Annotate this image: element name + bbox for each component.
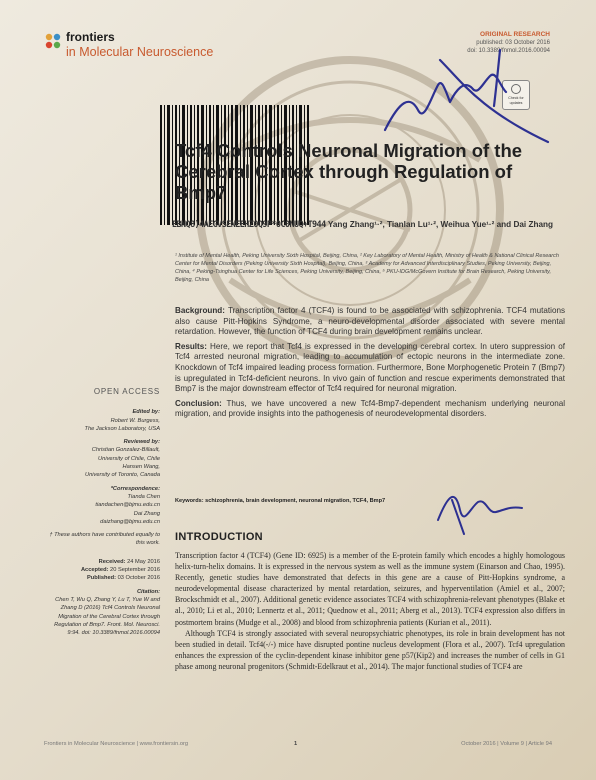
journal-brand: frontiers xyxy=(66,30,115,44)
edited-by-label: Edited by: xyxy=(132,409,160,416)
accepted-date xyxy=(44,566,160,574)
reviewer-name: Christian Gonzalez-Billault, xyxy=(91,447,160,454)
affiliations: ¹ Institute of Mental Health, Peking University Sixth Hospital, Beijing, China, ² Key Laboratory of Mental Health, Ministry of Health & National Clinical Research Center for Mental Disorders (Peking University Sixth Hospital), Beijing, China, ³ Academy for Advanced Interdisciplinary Studies, Peking University, Beijing, China, ⁴ Peking-Tsinghua Center for Life Sciences, Peking University, Beijing, China, ⁵ PKU-IDG/McGovern Institute for Brain Research, Peking University, Beijing, China xyxy=(175,253,559,283)
citation-label: Citation: xyxy=(136,588,160,595)
background-label: Background: xyxy=(175,306,225,315)
keywords: Keywords: schizophrenia, brain development, neuronal migration, TCF4, Bmp7 xyxy=(175,498,386,504)
background-text: Transcription factor 4 (TCF4) is found to be associated with schizophrenia. TCF4 mutations also cause Pitt-Hopkins Syndrome, a neuro-developmental disorder associated with severe mental retardation. However, the function of TCF4 during brain development remains unclear. xyxy=(175,306,565,337)
footer-issue: October 2016 | Volume 9 | Article 94 xyxy=(461,741,552,747)
reviewer-affiliation: University of Toronto, Canada xyxy=(84,472,160,479)
article-title: Tcf4 Controls Neuronal Migration of the Cerebral Cortex through Regulation of Bmp7 xyxy=(175,140,523,203)
correspondent-name: Dai Zhang xyxy=(133,510,160,517)
correspondent-email[interactable]: daizhang@bjmu.edu.cn xyxy=(100,518,160,525)
introduction-body xyxy=(175,550,565,672)
abstract-background xyxy=(175,306,565,338)
correspondence-label: *Correspondence: xyxy=(110,485,160,492)
editor-name: Robert W. Burgess, xyxy=(110,417,160,424)
accepted-value: 20 September 2016 xyxy=(110,567,160,574)
reviewer-name: Hansen Wang, xyxy=(122,464,160,471)
introduction-heading: INTRODUCTION xyxy=(175,531,263,543)
journal-name: in Molecular Neuroscience xyxy=(66,45,214,59)
conclusion-text: Thus, we have uncovered a new Tcf4-Bmp7-dependent mechanism underlying neuronal migration, and provide insights into the pathogenesis of neurodevelopmental disorders. xyxy=(175,398,566,419)
article-type: ORIGINAL RESEARCH xyxy=(480,31,550,38)
frontiers-logo-icon xyxy=(44,32,62,50)
results-text: Here, we report that Tcf4 is expressed in the developing cerebral cortex. In utero suppression of Tcf4 arrested neuronal migration, leading to accumulation of ectopic neurons in the intermediate zone. Knockdown of Tcf4 impaired leading process formation. Furthermore, Bone Morphogenetic Protein 7 (Bmp7) is upregulated in Tcf4-deficient neurons. In vivo gain of function and rescue experiments demonstrated that Bmp7 is the major downstream effector of Tcf4 required for neuronal migration. xyxy=(175,341,565,394)
intro-paragraph: Although TCF4 is strongly associated with several neuropsychiatric phenotypes, its role in brain development has not been studied in detail. Tcf4(-/-) mice have disrupted pontine nucleus development (Flora et al., 2007). Tcf4 upregulation enhances the expression of the cyclin-dependent kinase inhibitor gene p57(Kip2) and increases the number of cells in G1 phase among neuronal progenitors (Schmidt-Edelkraut et al., 2014). The major functional studies of TCF4 are xyxy=(175,628,565,671)
page-number: 1 xyxy=(294,741,298,747)
published-date: published: 03 October 2016 xyxy=(476,40,550,46)
abstract xyxy=(175,306,565,424)
author-list xyxy=(172,220,562,230)
abstract-results xyxy=(175,342,565,395)
abstract-conclusion xyxy=(175,399,565,420)
authors-garbled: EBNQ8)4AEGVSENEEHZ0Q9P*0C0NUQ+T944 xyxy=(172,220,326,230)
correspondent-email[interactable]: tiandachen@bjmu.edu.cn xyxy=(95,502,160,509)
equal-contribution-note: † These authors have contributed equally to this work. xyxy=(49,532,160,547)
published-label: Published: xyxy=(86,575,117,582)
doi[interactable]: doi: 10.3389/fnmol.2016.00094 xyxy=(467,48,550,54)
accepted-label: Accepted: xyxy=(80,567,109,574)
intro-paragraph: Transcription factor 4 (TCF4) (Gene ID: 6925) is a member of the E-protein family which encodes a highly homologous helix-turn-helix domains. It is expressed in the nervous system as well as the immune system (Einarson and Chao, 1995). Recently, genetic studies have demonstrated that defects in this gene are a cause of Pitt-Hopkins syndrome, a neurodevelopmental disease characterized by mental retardation, seizures, and hyperventilation (Amiel et al., 2007; Brockschmidt et al., 2007). Additional genetic evidence associates TCF4 with schizophrenia-relevant phenotypes (Blake et al., 2010; Li et al., 2010; Lennertz et al., 2011; Quednow et al., 2011; Aberg et al., 2013). TCF4 expression also differs in postmortem brains (Mudge et al., 2008) and blood from schizophrenia patients (Kurian et al., 2011). xyxy=(175,551,565,627)
handwritten-initials-icon xyxy=(430,480,550,540)
footer-journal[interactable]: Frontiers in Molecular Neuroscience | www.frontiersin.org xyxy=(44,741,189,747)
handwritten-signature-icon xyxy=(380,40,550,150)
received-value: 24 May 2016 xyxy=(127,558,160,565)
published-date-sidebar xyxy=(44,574,160,582)
published-value: 03 October 2016 xyxy=(117,575,160,582)
open-access-label: OPEN ACCESS xyxy=(93,387,160,396)
check-updates-label: Check for updates xyxy=(508,96,524,105)
received-label: Received: xyxy=(98,558,126,565)
correspondent-name: Tianda Chen xyxy=(127,493,160,500)
conclusion-label: Conclusion: xyxy=(175,398,222,408)
reviewer-affiliation: University of Chile, Chile xyxy=(98,455,160,462)
authors-names: Yang Zhang¹·², Tianlan Lu¹·², Weihua Yue¹·² and Dai Zhang xyxy=(327,220,554,229)
editor-affiliation: The Jackson Laboratory, USA xyxy=(84,425,160,432)
citation-text: Chen T, Wu Q, Zhang Y, Lu T, Yue W and Zhang D (2016) Tcf4 Controls Neuronal Migration of the Cerebral Cortex through Regulation of Bmp7. Front. Mol. Neurosci. 9:94. doi: 10.3389/fnmol.2016.00094 xyxy=(54,596,160,637)
reviewed-by-label: Reviewed by: xyxy=(123,439,160,446)
results-label: Results: xyxy=(175,341,207,351)
article-sidebar xyxy=(44,388,160,637)
received-date xyxy=(44,558,160,566)
